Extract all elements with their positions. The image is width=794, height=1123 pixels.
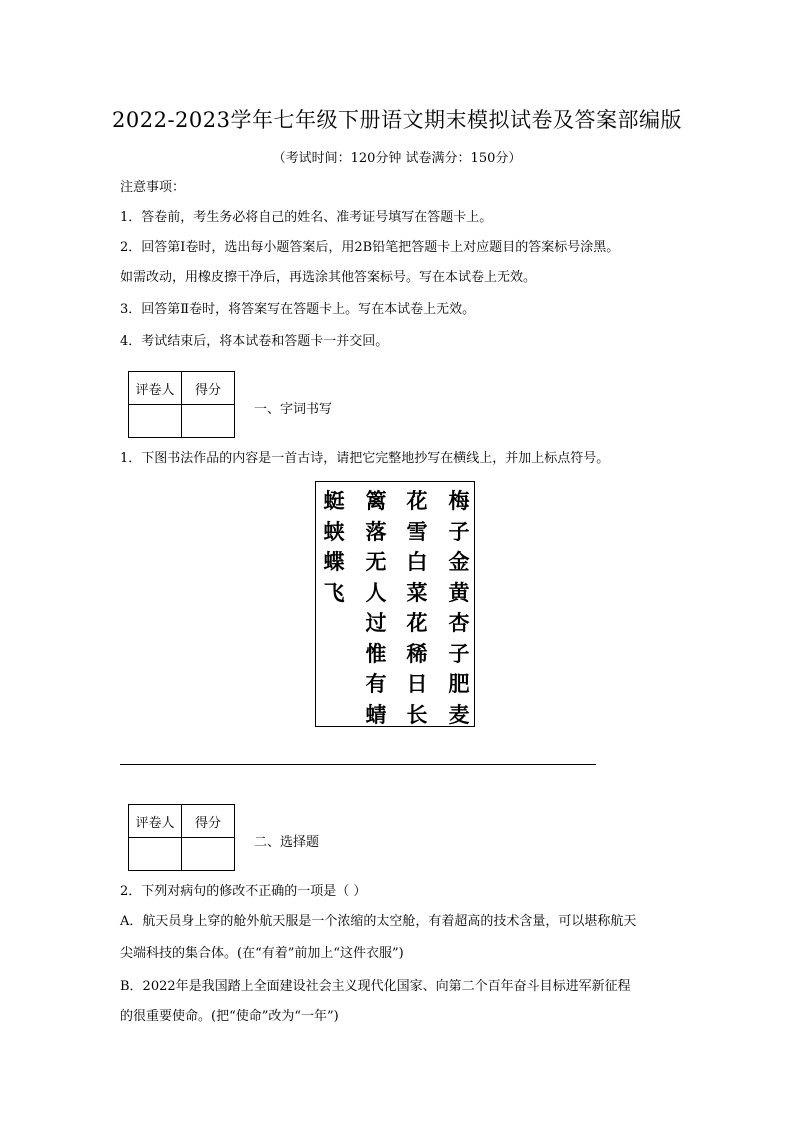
notice-item: 4．考试结束后，将本试卷和答题卡一并交回。 [120,334,389,349]
score-cell[interactable] [182,405,235,438]
calligraphy-char: 菜 [406,579,428,605]
notice-heading: 注意事项： [120,180,186,195]
calligraphy-char: 长 [406,701,428,727]
calligraphy-char: 梅 [448,488,470,513]
calligraphy-char: 花 [406,610,428,635]
grader-header: 评卷人 [129,805,182,838]
calligraphy-char: 蛱 [323,518,345,544]
calligraphy-char: 人 [365,579,387,605]
calligraphy-char: 白 [406,549,428,574]
grader-cell[interactable] [129,405,182,438]
calligraphy-char: 花 [406,488,428,513]
calligraphy-char: 蜓 [323,488,345,513]
calligraphy-char: 过 [365,610,387,635]
score-table [128,371,235,438]
calligraphy-char: 日 [406,671,428,696]
calligraphy-column [404,486,430,730]
question-1: 1．下图书法作品的内容是一首古诗，请把它完整地抄写在横线上，并加上标点符号。 [120,451,610,466]
notice-item: 2．回答第Ⅰ卷时，选出每小题答案后，用2B铅笔把答题卡上对应题目的答案标号涂黑。 [120,240,620,255]
calligraphy-image [315,481,475,727]
calligraphy-char: 有 [365,671,387,696]
calligraphy-char: 雪 [406,518,428,544]
grader-cell[interactable] [129,838,182,871]
option-b: B．2022年是我国踏上全面建设社会主义现代化国家、向第二个百年奋斗目标进军新征程 [120,979,631,994]
calligraphy-char: 飞 [323,579,345,605]
score-header: 得分 [182,805,235,838]
calligraphy-char: 篱 [365,488,387,513]
calligraphy-char: 蜻 [365,701,387,727]
option-a-cont: 尖端科技的集合体。(在“有着”前加上“这件衣服”) [120,946,404,961]
calligraphy-char: 肥 [448,671,470,696]
score-table [128,804,235,871]
notice-item: 1．答卷前，考生务必将自己的姓名、准考证号填写在答题卡上。 [120,210,493,225]
question-2: 2．下列对病句的修改不正确的一项是（ ） [120,884,367,899]
score-header: 得分 [182,372,235,405]
calligraphy-char: 惟 [365,640,387,666]
calligraphy-char: 金 [448,549,470,574]
calligraphy-char: 子 [448,640,470,666]
grader-header: 评卷人 [129,372,182,405]
calligraphy-char: 稀 [406,640,428,666]
option-a: A．航天员身上穿的舱外航天服是一个浓缩的太空舱，有着超高的技术含量，可以堪称航天 [120,914,637,929]
exam-info: （考试时间：120分钟 试卷满分：150分） [272,151,522,166]
option-b-cont: 的很重要使命。(把“使命”改为“一年”) [120,1009,339,1024]
calligraphy-char: 蝶 [323,549,345,574]
section-title: 一、字词书写 [254,402,333,417]
calligraphy-char: 子 [448,518,470,544]
calligraphy-char: 杏 [448,610,470,635]
answer-line[interactable] [120,764,596,765]
score-cell[interactable] [182,838,235,871]
page-title: 2022-2023学年七年级下册语文期末模拟试卷及答案部编版 [112,108,682,132]
calligraphy-char: 落 [365,518,387,544]
section-title: 二、选择题 [254,835,320,850]
calligraphy-char: 黄 [448,579,470,605]
calligraphy-column [363,486,389,730]
calligraphy-column [321,486,347,608]
calligraphy-column [446,486,472,730]
notice-item: 如需改动，用橡皮擦干净后，再选涂其他答案标号。写在本试卷上无效。 [120,270,537,285]
calligraphy-char: 无 [365,549,387,574]
calligraphy-char: 麦 [448,701,470,727]
notice-item: 3．回答第Ⅱ卷时，将答案写在答题卡上。写在本试卷上无效。 [120,302,476,317]
